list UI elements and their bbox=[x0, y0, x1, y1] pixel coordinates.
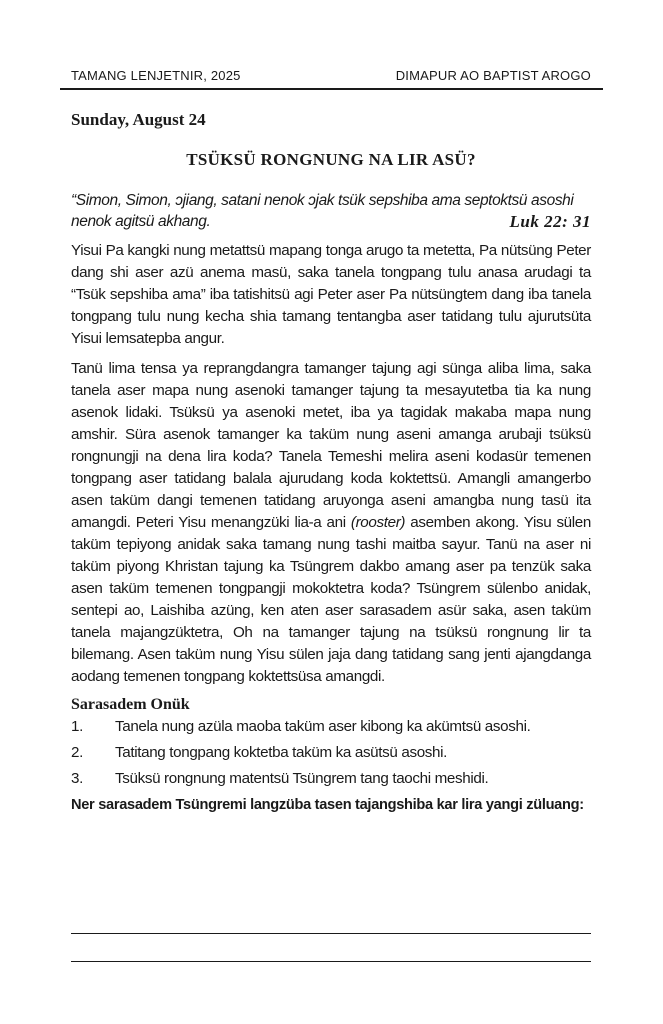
list-item bbox=[71, 716, 591, 738]
list-item-number: 1. bbox=[71, 718, 83, 735]
answer-line-2 bbox=[71, 961, 591, 962]
list-item-number: 3. bbox=[71, 770, 83, 787]
page-header bbox=[71, 64, 591, 84]
list-item-text: Tanela nung azüla maoba taküm aser kibong ka akümtsü asoshi. bbox=[115, 718, 531, 735]
devotion-date: Sunday, August 24 bbox=[71, 110, 206, 129]
answer-line-1 bbox=[71, 933, 591, 934]
memory-verse bbox=[71, 190, 591, 232]
verse-text: “Simon, Simon, ɔjiang, satani nenok ɔjak tsük sepshiba ama septoktsü asoshi nenok agitsü akhang. bbox=[71, 192, 574, 230]
list-item bbox=[71, 768, 591, 790]
header-rule bbox=[60, 88, 603, 90]
page-content bbox=[71, 104, 591, 815]
list-item-text: Tatitang tongpang koktetba taküm ka asütsü asoshi. bbox=[115, 744, 448, 761]
publication-title: TAMANG LENJETNIR, 2025 bbox=[71, 68, 241, 83]
devotion-title: TSÜKSÜ RONGNUNG NA LIR ASÜ? bbox=[186, 150, 476, 169]
body-paragraph-1: Yisui Pa kangki nung metattsü mapang tonga arugo ta metetta, Pa nütsüng Peter dang shi aser azü anema masü, saka tanela tongpang tulu anasa arudagi ta “Tsük sepshiba ama” iba tatishitsü agi Peter aser Pa nütsüngtem dang iba tanela tongpang tulu nung kecha shia tamang tentangba aser tatidang tulu ajurutsüta Yisui lemsatepba angur. bbox=[71, 242, 591, 347]
list-item-number: 2. bbox=[71, 744, 83, 761]
paragraph-2-text-b: asemben akong. Yisu sülen taküm tepiyong anidak saka tamang nung tashi maitba sayur. Tanü na aser ni taküm piyong Khristan tajung ka Tsüngrem dakbo amang aser pa tenzük saka asen taküm temenen tongpangji mokoktetra koda? Tsüngrem sülenbo anidak, sentepi ao, Laishiba azüng, ken aten aser sarasadem asür saka, asen taküm tanela majangzüktetra, Oh na tamanger tajung na tsüksü rongnung lir ta bilemang. Asen taküm nung Yisu sülen jaja dang tatidang sang jenti ajangdanga aodang temenen tongpang koktettsüsa amangdi. bbox=[71, 514, 591, 685]
paragraph-2-italic-term: (rooster) bbox=[350, 514, 406, 531]
reflection-heading: Sarasadem Onük bbox=[71, 696, 190, 713]
publisher-name: DIMAPUR AO BAPTIST AROGO bbox=[395, 68, 591, 83]
list-item-text: Tsüksü rongnung matentsü Tsüngrem tang taochi meshidi. bbox=[115, 770, 489, 787]
reflection-list bbox=[71, 716, 591, 790]
verse-reference: Luk 22: 31 bbox=[509, 212, 591, 231]
list-item bbox=[71, 742, 591, 764]
body-paragraph-2 bbox=[71, 358, 591, 688]
writing-prompt: Ner sarasadem Tsüngremi langzüba tasen tajangshiba kar lira yangi züluang: bbox=[71, 797, 584, 813]
paragraph-2-text-a: Tanü lima tensa ya reprangdangra tamanger tajung agi sünga aliba lima, saka tanela aser mapa nung asenoki tamanger tajung ta mesayutetba tia ka nung asenok lidaki. Tsüksü ya asenoki metet, iba ya tagidak makaba mapa nung amshir. Süra asenok tamanger ka taküm nung aseni amanga arubaji tsüksü rongnungji na dena lira koda? Tanela Temeshi melira aseni kodasür temenen tongpang aser tatidang balala ajurudang koda koktettsü. Amangli amangerbo asen taküm dangi temenen tatidang aruyonga aseni amangba nung tasü ita amangdi. Peteri Yisu menangzüki lia-a ani bbox=[71, 360, 591, 531]
